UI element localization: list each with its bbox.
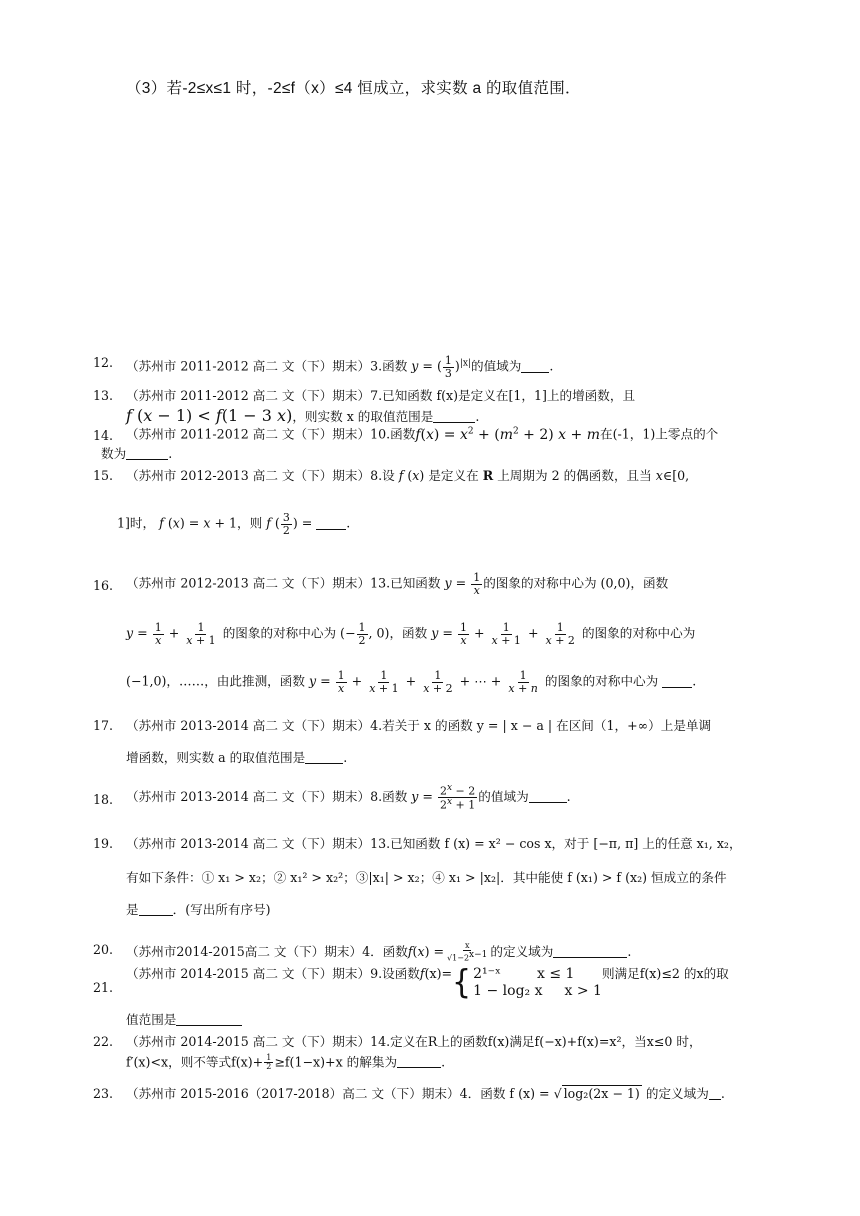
question-text: （苏州市 2012-2013 高二 文（下）期末）13.已知函数 — [126, 575, 445, 591]
question-20: 20. （苏州市2014-2015高二 文（下）期末）4．函数f(x) = $\frac{x}{√1-2^{x-1}}$ 的定义域为 . — [93, 941, 632, 964]
answer-blank[interactable] — [397, 1055, 441, 1068]
question-text: （苏州市 2011-2012 高二 文（下）期末）3.函数 — [126, 358, 412, 374]
answer-blank[interactable] — [139, 903, 173, 916]
fraction: $\frac{1}{3}$ — [444, 354, 452, 380]
question-number: 19. — [93, 836, 114, 851]
question-text: （苏州市 2013-2014 高二 文（下）期末）13.已知函数 f (x) = x² − cos x，对于 [−π, π] 上的任意 x₁, x₂， — [126, 836, 742, 851]
piecewise-function: { 2¹⁻ˣ x ≤ 1 1 − log₂ x x > 1 — [452, 962, 602, 1002]
question-number: 18. — [93, 792, 114, 807]
answer-blank[interactable] — [316, 517, 346, 530]
question-number: 21. — [93, 980, 114, 995]
question-text: 的值域为 — [470, 358, 522, 374]
question-text: 数为 — [101, 446, 127, 461]
question-text: 在(-1，1)上零点的个 — [600, 426, 719, 442]
question-number: 16. — [93, 578, 114, 593]
answer-blank[interactable] — [176, 1013, 242, 1026]
question-text: （苏州市 2012-2013 高二 文（下）期末）8.设 — [126, 468, 399, 483]
question-18: 18. （苏州市 2013-2014 高二 文（下）期末）8.函数 y = $\frac{2^x - 2}{2^x + 1}$ 的值域为 . — [93, 783, 571, 812]
question-number: 22. — [93, 1034, 114, 1049]
answer-blank[interactable] — [521, 360, 549, 373]
question-23: 23. （苏州市 2015-2016（2017-2018）高二 文（下）期末）4．函数 f (x) = √ log₂(2x − 1) 的定义域为 . — [93, 1086, 725, 1101]
question-text: （苏州市 2013-2014 高二 文（下）期末）4.若关于 x 的函数 y = | x − a | 在区间（1，+∞）上是单调 — [126, 718, 712, 733]
question-number: 12. — [93, 355, 114, 370]
intro-question: （3）若-2≤x≤1 时，-2≤f（x）≤4 恒成立，求实数 a 的取值范围． — [126, 80, 581, 97]
answer-blank[interactable] — [662, 675, 692, 688]
fraction: $\frac{3}{2}$ — [282, 511, 290, 537]
question-number: 14. — [93, 428, 114, 443]
answer-blank[interactable] — [553, 945, 627, 958]
question-number: 13. — [93, 388, 114, 403]
question-21: 21. （苏州市 2014-2015 高二 文（下）期末）9.设函数f(x)= { 2¹⁻ˣ x ≤ 1 1 − log₂ x x > 1 则满足f(x)≤2 的x的取 值范围是 — [93, 962, 729, 1027]
answer-blank[interactable] — [126, 447, 168, 460]
question-17: 17. （苏州市 2013-2014 高二 文（下）期末）4.若关于 x 的函数 y = | x − a | 在区间（1，+∞）上是单调 增函数，则实数 a 的取值范围是 . — [93, 718, 783, 768]
question-15: 15. （苏州市 2012-2013 高二 文（下）期末）8.设 f (x) 是定义在 R 上周期为 2 的偶函数，且当 x∈[0, 1]时， f (x) = x + 1，则 f ( $\frac{3}{2}$ ) = . — [93, 468, 690, 537]
question-16: 16. （苏州市 2012-2013 高二 文（下）期末）13.已知函数 y = $\frac{1}{x}$ 的图象的对称中心为 (0,0)，函数 y = $\frac{1}{x}$ + $\frac{1}{x + 1}$ 的图象的对称中心为 (− $\frac{1}{2}$ , 0)，函数 y = $\frac{1}{x}$ + $\frac{1}{x + 1}$ + $\frac{1}{x + 2}$ 的图象的对称中心为 (−1,0)，……，由此推测，函数 y = $\frac{1}{x}$ + $\frac{1}{x + 1}$ + $\frac{1}{x + 2}$ + ⋯ + $\frac{1}{x + n}$ 的图象的对称中心为 . — [93, 571, 697, 695]
question-22: 22. （苏州市 2014-2015 高二 文（下）期末）14.定义在R上的函数f(x)满足f(−x)+f(x)=x²，当x≤0 时， f′(x)<x，则不等式f(x)+ $\frac{1}{2}$ ≥f(1−x)+x 的解集为 . — [93, 1034, 783, 1074]
question-19: 19. （苏州市 2013-2014 高二 文（下）期末）13.已知函数 f (x) = x² − cos x，对于 [−π, π] 上的任意 x₁, x₂， 有如下条件：① x₁ > x₂；② x₁² > x₂²；③|x₁| > x₂；④ x₁ > |x₂|．其中能使 f (x₁) > f (x₂) 恒成立的条件 是 ．(写出所有序号) — [93, 836, 783, 920]
question-text: （苏州市 2014-2015 高二 文（下）期末）14.定义在R上的函数f(x)满足f(−x)+f(x)=x²，当x≤0 时， — [126, 1034, 702, 1049]
answer-blank[interactable] — [305, 751, 343, 764]
question-text: ，则实数 x 的取值范围是 — [292, 409, 434, 424]
question-number: 20. — [93, 942, 114, 957]
question-number: 15. — [93, 468, 114, 483]
answer-blank[interactable] — [433, 410, 475, 423]
answer-blank[interactable] — [709, 1087, 721, 1100]
question-number: 17. — [93, 718, 114, 733]
question-text: 有如下条件：① x₁ > x₂；② x₁² > x₂²；③|x₁| > x₂；④ x₁ > |x₂|．其中能使 f (x₁) > f (x₂) 恒成立的条件 — [126, 870, 727, 885]
question-text: （苏州市 2011-2012 高二 文（下）期末）10.函数 — [126, 426, 416, 442]
question-text: （苏州市 2011-2012 高二 文（下）期末）7.已知函数 f(x)是定义在[1，1]上的增函数，且 — [126, 388, 636, 403]
question-12: 12. （苏州市 2011-2012 高二 文（下）期末）3.函数 y = ( $\frac{1}{3}$ )$^{|x|}$的值域为 . — [93, 354, 554, 380]
answer-blank[interactable] — [529, 790, 567, 803]
question-14: 14. （苏州市 2011-2012 高二 文（下）期末）10.函数$f(x) = x^2 + (m^2 + 2) x + m$在(-1，1)上零点的个 数为 . — [93, 426, 719, 461]
question-number: 23. — [93, 1086, 114, 1101]
question-13: 13. （苏州市 2011-2012 高二 文（下）期末）7.已知函数 f(x)是定义在[1，1]上的增函数，且 f (x − 1) < f(1 − 3 x)，则实数 x 的取值范围是 . — [93, 388, 636, 425]
